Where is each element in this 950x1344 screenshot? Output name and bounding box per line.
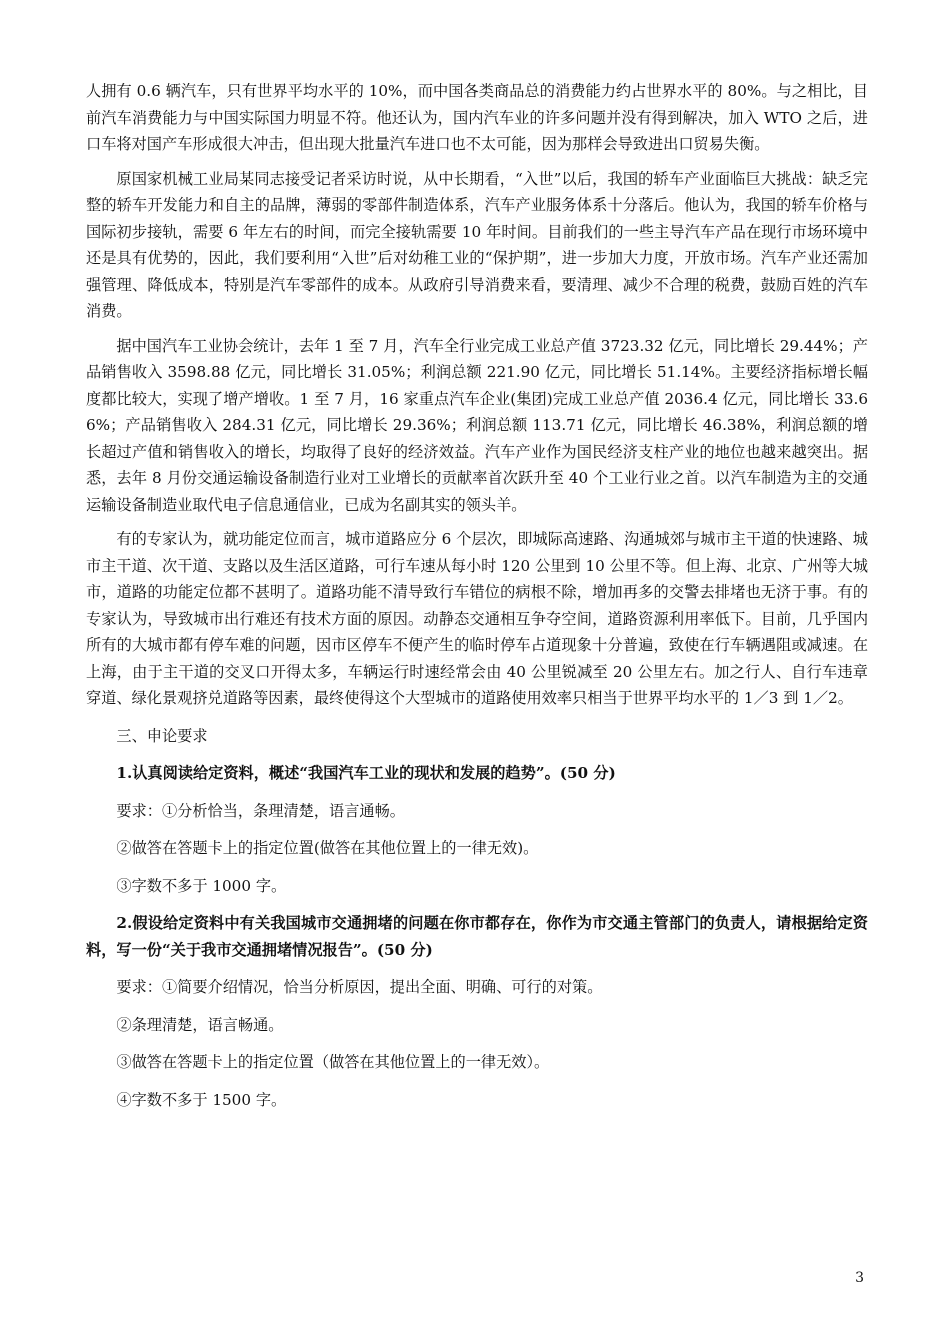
- paragraph-consumption: 人拥有 0.6 辆汽车，只有世界平均水平的 10%，而中国各类商品总的消费能力约占世界水平的 80%。与之相比，目前汽车消费能力与中国实际国力明显不符。他还认为，国内汽车业的许多问题并没有得到解决，加入 WTO 之后，进口车将对国产车形成很大冲击，但出现大批量汽车进口也不太可能，因为那样会导致进出口贸易失衡。: [86, 82, 868, 153]
- question-1-requirement: 要求：①分析恰当，条理清楚，语言通畅。: [116, 801, 405, 820]
- question-2-requirement: ②条理清楚，语言畅通。: [116, 1015, 284, 1034]
- paragraph-wto-challenge: 原国家机械工业局某同志接受记者采访时说，从中长期看，“入世”以后，我国的轿车产业面临巨大挑战：缺乏完整的轿车开发能力和自主的品牌，薄弱的零部件制造体系，汽车产业服务体系十分落后。他认为，我国的轿车价格与国际初步接轨，需要 6 年左右的时间，而完全接轨需要 10 年时间。目前我们的一些主导汽车产品在现行市场环境中还是具有优势的，因此，我们要利用“入世”后对幼稚工业的“保护期”，进一步加大力度，开放市场。汽车产业还需加强管理、降低成本，特别是汽车零部件的成本。从政府引导消费来看，要清理、减少不合理的税费，鼓励百姓的汽车消费。: [86, 169, 868, 320]
- question-1-requirement: ②做答在答题卡上的指定位置(做答在其他位置上的一律无效)。: [116, 839, 539, 857]
- document-page: [86, 78, 868, 1113]
- question-2-requirement: ④字数不多于 1500 字。: [116, 1090, 287, 1109]
- question-1-requirement: ③字数不多于 1000 字。: [116, 876, 287, 895]
- question-1-title: 1.认真阅读给定资料，概述“我国汽车工业的现状和发展的趋势”。(50 分): [116, 764, 616, 782]
- question-2-title: 2.假设给定资料中有关我国城市交通拥堵的问题在你市都存在，你作为市交通主管部门的负责人，请根据给定资料，写一份“关于我市交通拥堵情况报告”。(50 分): [86, 914, 868, 959]
- page-number: 3: [855, 1270, 864, 1286]
- question-2-requirement: ③做答在答题卡上的指定位置（做答在其他位置上的一律无效）。: [116, 1053, 550, 1071]
- question-2-requirement: 要求：①简要介绍情况，恰当分析原因，提出全面、明确、可行的对策。: [116, 978, 603, 996]
- section-heading: 三、申论要求: [116, 726, 208, 745]
- paragraph-urban-traffic: 有的专家认为，就功能定位而言，城市道路应分 6 个层次，即城际高速路、沟通城郊与城市主干道的快速路、城市主干道、次干道、支路以及生活区道路，可行车速从每小时 120 公里到 10 公里不等。但上海、北京、广州等大城市，道路的功能定位都不甚明了。道路功能不清导致行车错位的病根不除，增加再多的交警去排堵也无济于事。有的专家认为，导致城市出行难还有技术方面的原因。动静态交通相互争夺空间，道路资源利用率低下。目前，几乎国内所有的大城市都有停车难的问题，因市区停车不便产生的临时停车占道现象十分普遍，致使在行车辆遇阻或减速。在上海，由于主干道的交叉口开得太多，车辆运行时速经常会由 40 公里锐减至 20 公里左右。加之行人、自行车违章穿道、绿化景观挤兑道路等因素，最终使得这个大型城市的道路使用效率只相当于世界平均水平的 1／3 到 1／2。: [86, 530, 868, 707]
- paragraph-industry-statistics: 据中国汽车工业协会统计，去年 1 至 7 月，汽车全行业完成工业总产值 3723.32 亿元，同比增长 29.44%；产品销售收入 3598.88 亿元，同比增长 31.05%；利润总额 221.90 亿元，同比增长 51.14%。主要经济指标增长幅度都比较大，实现了增产增收。1 至 7 月，16 家重点汽车企业(集团)完成工业总产值 2036.4 亿元，同比增长 33.66%；产品销售收入 284.31 亿元，同比增长 29.36%；利润总额 113.71 亿元，同比增长 46.38%，利润总额的增长超过产值和销售收入的增长，均取得了良好的经济效益。汽车产业作为国民经济支柱产业的地位也越来越突出。据悉，去年 8 月份交通运输设备制造行业对工业增长的贡献率首次跃升至 40 个工业行业之首。以汽车制造为主的交通运输设备制造业取代电子信息通信业，已成为名副其实的领头羊。: [86, 336, 868, 514]
